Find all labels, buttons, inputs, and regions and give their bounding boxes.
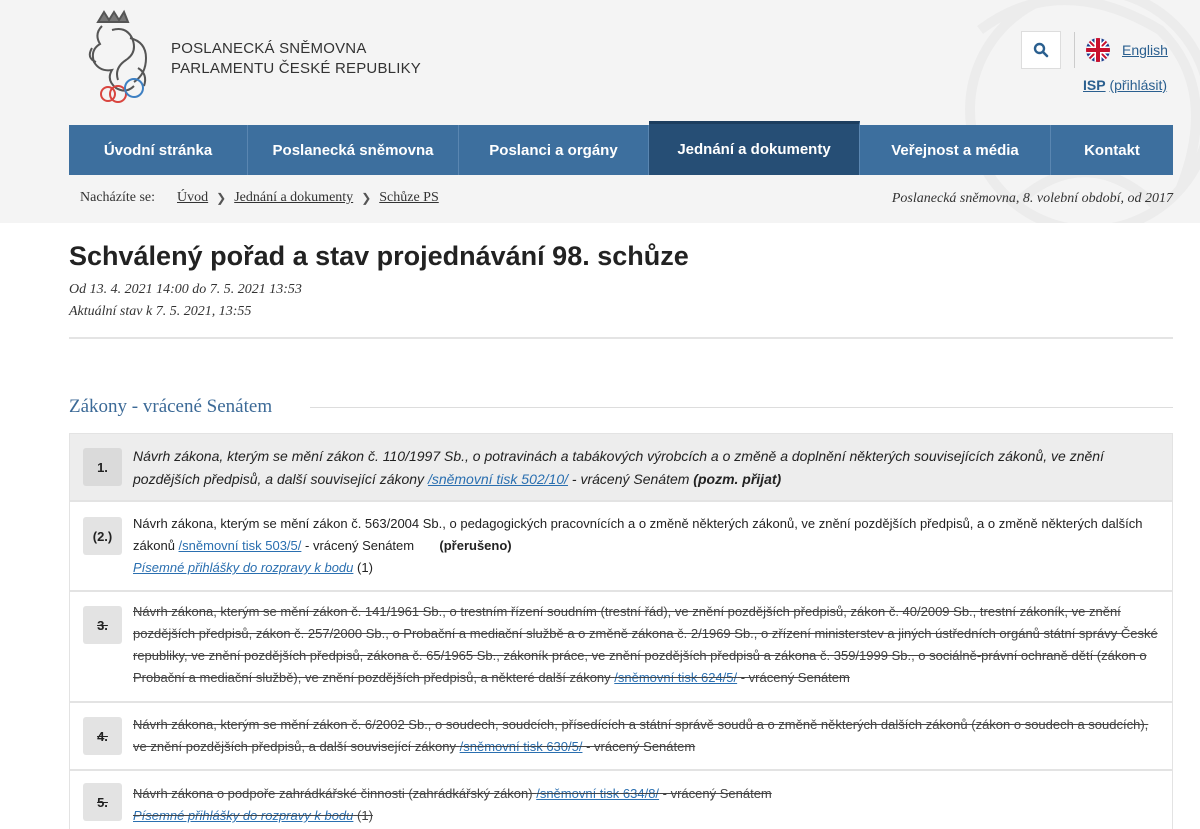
search-button[interactable] — [1021, 31, 1061, 69]
item-suffix: - vrácený Senátem — [301, 538, 418, 553]
item-description: Návrh zákona, kterým se mění zákon č. 563/2004 Sb., o pedagogických pracovnících a o změně některých zákonů, ve znění pozdějších předpisů, a o změně některých dalších zákonů — [133, 516, 1143, 553]
isp-link[interactable]: ISP — [1083, 77, 1106, 93]
item-number: (2.) — [83, 517, 122, 555]
brand-line-1: POSLANECKÁ SNĚMOVNA — [171, 40, 367, 57]
nav-item-contact[interactable]: Kontakt — [1084, 141, 1140, 159]
item-text — [133, 601, 1158, 689]
applications-count: (1) — [357, 808, 373, 823]
print-link[interactable]: /sněmovní tisk 503/5/ — [178, 538, 302, 553]
electoral-term: Poslanecká sněmovna, 8. volební období, od 2017 — [891, 191, 1173, 206]
item-description: Návrh zákona, kterým se mění zákon č. 6/2002 Sb., o soudech, soudcích, přísedících a státní správě soudů a o změně některých dalších zákonů (zákon o soudech a soudcích), ve znění pozdějších předpisů, a další související zákony — [133, 717, 1149, 754]
agenda-item — [69, 433, 1173, 501]
login-link[interactable]: (přihlásit) — [1109, 77, 1168, 93]
agenda-item — [69, 702, 1173, 770]
nav-item-proceedings[interactable]: Jednání a dokumenty — [649, 121, 860, 175]
isp-login — [1083, 77, 1167, 93]
english-language-link[interactable]: English — [1122, 42, 1168, 58]
search-icon — [1033, 42, 1049, 58]
item-text — [133, 783, 1158, 827]
item-suffix: - vrácený Senátem — [659, 786, 772, 801]
parliament-name[interactable] — [171, 39, 421, 79]
site-header — [0, 0, 1200, 223]
agenda-item — [69, 501, 1173, 591]
item-text — [133, 714, 1158, 758]
item-number: 5. — [83, 783, 122, 821]
nav-item-home[interactable]: Úvodní stránka — [69, 125, 248, 175]
item-number: 3. — [83, 606, 122, 644]
divider — [69, 337, 1173, 339]
breadcrumb-session[interactable]: Schůze PS — [379, 190, 439, 205]
applications-count: (1) — [357, 560, 373, 575]
nav-item-deputies[interactable]: Poslanci a orgány — [459, 125, 649, 175]
item-text — [133, 513, 1158, 579]
chevron-right-icon: ❯ — [361, 190, 372, 205]
item-description: Návrh zákona, kterým se mění zákon č. 141/1961 Sb., o trestním řízení soudním (trestní řád), ve znění pozdějších předpisů, zákon č. 40/2009 Sb., trestní zákoník, ve znění pozdějších předpisů, zákon č. 257/2000 Sb., o Probační a mediační službě a o změně zákona č. 2/1969 Sb., o zřízení ministerstev a jiných ústředních orgánů státní správy České republiky, ve znění pozdějších předpisů, zákona č. 65/1965 Sb., zákoník práce, ve znění pozdějších předpisů a zákona č. 359/1999 Sb., o sociálně-právní ochraně dětí (zákon o Probační a mediační službě), ve znění pozdějších předpisů, a některé další zákony — [133, 604, 1158, 685]
agenda-item — [69, 770, 1173, 829]
print-link[interactable]: /sněmovní tisk 630/5/ — [459, 739, 583, 754]
speaker-applications-link[interactable]: Písemné přihlášky do rozpravy k bodu — [133, 560, 354, 575]
item-status: (přerušeno) — [439, 538, 512, 553]
agenda-item — [69, 591, 1173, 702]
session-date-range: Od 13. 4. 2021 14:00 do 7. 5. 2021 13:53 — [69, 282, 302, 297]
item-description: Návrh zákona, kterým se mění zákon č. 110/1997 Sb., o potravinách a tabákových výrobcích a o změně a doplnění některých souvisejících zákonů, ve znění pozdějších předpisů, a další související zákony — [133, 448, 1104, 487]
header-divider — [1074, 32, 1075, 68]
item-number: 4. — [83, 717, 122, 755]
lion-logo-icon[interactable] — [78, 8, 154, 106]
page-title: Schválený pořad a stav projednávání 98. schůze — [69, 241, 689, 271]
breadcrumb — [80, 190, 439, 206]
uk-flag-icon[interactable] — [1086, 38, 1110, 62]
print-link[interactable]: /sněmovní tisk 634/8/ — [536, 786, 660, 801]
item-status: (pozm. přijat) — [693, 471, 782, 487]
breadcrumb-prefix: Nacházíte se: — [80, 190, 156, 205]
nav-item-public-media[interactable]: Veřejnost a média — [860, 125, 1051, 175]
breadcrumb-proceedings[interactable]: Jednání a dokumenty — [234, 190, 354, 205]
item-suffix: - vrácený Senátem — [737, 670, 850, 685]
item-suffix: - vrácený Senátem — [568, 471, 694, 487]
breadcrumb-home[interactable]: Úvod — [177, 190, 209, 205]
item-suffix: - vrácený Senátem — [582, 739, 696, 754]
chevron-right-icon: ❯ — [216, 190, 227, 205]
item-text — [133, 445, 1158, 491]
section-title: Zákony - vrácené Senátem — [69, 396, 273, 417]
nav-item-chamber[interactable]: Poslanecká sněmovna — [248, 125, 459, 175]
item-number: 1. — [83, 448, 122, 486]
status-timestamp: Aktuální stav k 7. 5. 2021, 13:55 — [69, 304, 252, 319]
item-description: Návrh zákona o podpoře zahrádkářské činnosti (zahrádkářský zákon) — [133, 786, 537, 801]
main-navigation — [69, 125, 1173, 175]
section-divider — [310, 407, 1173, 408]
print-link[interactable]: /sněmovní tisk 502/10/ — [427, 471, 569, 487]
brand-line-2: PARLAMENTU ČESKÉ REPUBLIKY — [171, 60, 421, 77]
speaker-applications-link[interactable]: Písemné přihlášky do rozpravy k bodu — [133, 808, 354, 823]
print-link[interactable]: /sněmovní tisk 624/5/ — [614, 670, 738, 685]
